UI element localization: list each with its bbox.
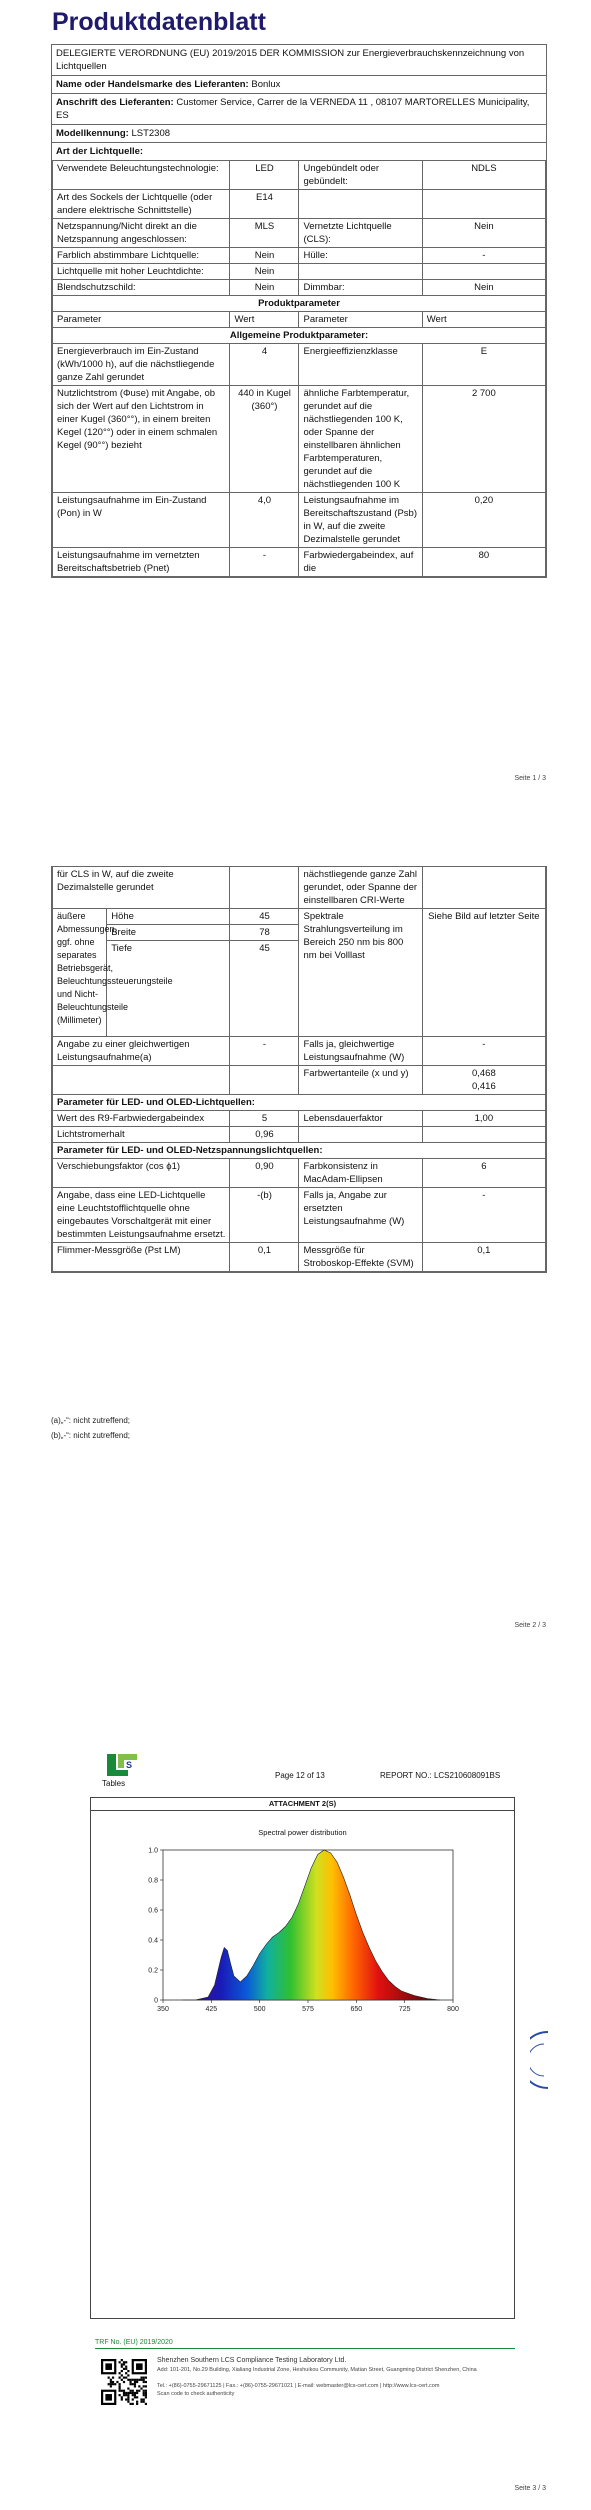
param-value: E [422, 344, 545, 386]
table-row [53, 386, 546, 493]
supplier-address-row [52, 93, 546, 124]
chromaticity-label: Farbwertanteile (x und y) [299, 1066, 422, 1095]
param-value [422, 264, 545, 280]
footnote-a: (a)„-“: nicht zutreffend; [51, 1416, 130, 1425]
model-row [52, 124, 546, 142]
param-label: Farbwiedergabeindex, auf die [299, 548, 422, 577]
table-row [53, 548, 546, 577]
lab-name: Shenzhen Southern LCS Compliance Testing Laboratory Ltd. [157, 2357, 347, 2364]
qr-code-icon [101, 2359, 147, 2405]
param-value: 0,20 [422, 493, 545, 548]
param-value: NDLS [422, 161, 545, 190]
page-title: Produktdatenblatt [52, 8, 266, 36]
lab-report-number: REPORT NO.: LCS210608091BS [380, 1771, 501, 1780]
param-label: Nutzlichtstrom (Φuse) mit Angabe, ob sich der Wert auf den Lichtstrom in einer Kugel (360°°), in einem breiten Kegel (120°°) oder in einem schmalen Kegel (90°°) bezieht [53, 386, 230, 493]
dim-value-width: 78 [230, 925, 299, 941]
survival-factor-value: 1,00 [422, 1111, 545, 1127]
param-value: 80 [422, 548, 545, 577]
regulation-text: DELEGIERTE VERORDNUNG (EU) 2019/2015 DER KOMMISSION zur Energieverbrauchskennzeichnung von Lichtquellen [56, 48, 525, 72]
col-header-param: Parameter [53, 312, 230, 328]
param-value: - [230, 548, 299, 577]
scan-note: Scan code to check authenticity [157, 2391, 235, 2397]
continued-label-1: für CLS in W, auf die zweite Dezimalstelle gerundet [53, 867, 230, 909]
light-source-type-heading [52, 142, 546, 160]
param-label: Vernetzte Lichtquelle (CLS): [299, 219, 422, 248]
y-tick-label: 0.4 [148, 1937, 158, 1945]
param-value: 4 [230, 344, 299, 386]
param-value [422, 190, 545, 219]
x-tick-label: 725 [398, 2006, 411, 2013]
spectral-label: Spektrale Strahlungsverteilung im Bereich 250 nm bis 800 nm bei Volllast [299, 909, 422, 1037]
param-label: Ungebündelt oder gebündelt: [299, 161, 422, 190]
param-label: Verwendete Beleuchtungstechnologie: [53, 161, 230, 190]
param-label [299, 190, 422, 219]
y-tick-label: 0 [154, 1997, 158, 2005]
continued-label-2: nächstliegende ganze Zahl gerundet, oder Spanne der einstellbaren CRI-Werte [299, 867, 422, 909]
lab-address: Add: 101-201, No.29 Building, Xialiang Industrial Zone, Heshuikou Community, Matian Street, Guangming District Shenzhen, China [157, 2367, 477, 2373]
lab-seal-stamp [530, 2030, 550, 2090]
table-row [53, 280, 546, 296]
product-params-table-continued [52, 866, 546, 1272]
footnote-b: (b)„-“: nicht zutreffend; [51, 1431, 130, 1440]
r9-value: 5 [230, 1111, 299, 1127]
equiv-power-w-label: Falls ja, gleichwertige Leistungsaufnahme (W) [299, 1037, 422, 1066]
survival-factor-label: Lebensdauerfaktor [299, 1111, 422, 1127]
lab-footer [95, 2339, 515, 2419]
datasheet-table-page-1 [51, 44, 547, 578]
trf-number: TRF No. (EU) 2019/2020 [95, 2339, 173, 2346]
equiv-power-label: Angabe zu einer gleichwertigen Leistungsaufnahme(a) [53, 1037, 230, 1066]
chromaticity-values [422, 1066, 545, 1095]
param-value: 2 700 [422, 386, 545, 493]
param-value: - [422, 248, 545, 264]
param-value: Nein [230, 248, 299, 264]
chromaticity-y: 0,416 [471, 1081, 496, 1092]
dimensions-label: äußere Abmessungen, ggf. ohne separates Betriebsgerät, Beleuchtungssteuerungsteile und Nicht-Beleuchtungsteile (Millimeter) [53, 909, 107, 1037]
model-value: LST2308 [131, 128, 171, 139]
x-tick-label: 350 [157, 2006, 169, 2013]
param-label: Farblich abstimmbare Lichtquelle: [53, 248, 230, 264]
x-tick-label: 500 [253, 2006, 266, 2013]
table-row [53, 161, 546, 190]
table-row [53, 248, 546, 264]
replaced-power-value: - [422, 1188, 545, 1243]
dim-name-depth: Tiefe [107, 941, 230, 1037]
y-tick-label: 0.8 [148, 1877, 158, 1885]
lab-report-header [100, 1751, 580, 1791]
dim-value-height: 45 [230, 909, 299, 925]
lab-footer-body [95, 2348, 515, 2419]
lab-contact: Tel.: +(86)-0755-29671125 | Fax.: +(86)-0755-29671021 | E-mail: webmaster@lcs-cert.com | http://www.lcs-cert.com [157, 2383, 440, 2389]
attachment-title: ATTACHMENT 2(S) [91, 1798, 514, 1811]
page-footer-2: Seite 2 / 3 [514, 1622, 546, 1629]
param-label: Leistungsaufnahme im Ein-Zustand (Pon) in W [53, 493, 230, 548]
replaced-power-label: Falls ja, Angabe zur ersetzten Leistungsaufnahme (W) [299, 1188, 422, 1243]
param-label: ähnliche Farbtemperatur, gerundet auf die nächstliegenden 100 K, oder Spanne der einstellbaren ähnlichen Farbtemperaturen, gerundet auf die nächstliegenden 100 K [299, 386, 422, 493]
col-header-value-2: Wert [422, 312, 545, 328]
spectral-chart [111, 1842, 491, 2032]
light-source-type-label: Art der Lichtquelle: [56, 146, 144, 157]
param-value: Nein [422, 219, 545, 248]
mains-params-header: Parameter für LED- und OLED-Netzspannungslichtquellen: [53, 1143, 546, 1159]
equiv-power-w-value: - [422, 1037, 545, 1066]
param-label: Netzspannung/Nicht direkt an die Netzspannung angeschlossen: [53, 219, 230, 248]
y-tick-label: 1.0 [148, 1847, 158, 1855]
general-params-header: Allgemeine Produktparameter: [53, 328, 546, 344]
x-tick-label: 575 [302, 2006, 314, 2013]
param-label [299, 264, 422, 280]
datasheet-page-2 [0, 790, 591, 1635]
supplier-name-row [52, 75, 546, 93]
param-label: Leistungsaufnahme im Bereitschaftszustand (Psb) in W, auf die zweite Dezimalstelle gerundet [299, 493, 422, 548]
datasheet-page-1 [0, 0, 591, 790]
param-label: Energieverbrauch im Ein-Zustand (kWh/1000 h), auf die nächstliegende ganze Zahl gerundet [53, 344, 230, 386]
dim-value-depth: 45 [230, 941, 299, 1037]
param-value: 4,0 [230, 493, 299, 548]
x-tick-label: 650 [350, 2006, 363, 2013]
supplier-address-label: Anschrift des Lieferanten: [56, 97, 174, 108]
param-label: Leistungsaufnahme im vernetzten Bereitschaftsbetrieb (Pnet) [53, 548, 230, 577]
svg-text:S: S [126, 1760, 133, 1770]
supplier-name-value: Bonlux [251, 79, 281, 90]
replacement-value: -(b) [230, 1188, 299, 1243]
param-value: Nein [422, 280, 545, 296]
macadam-value: 6 [422, 1159, 545, 1188]
chart-plot-area [148, 1848, 459, 2014]
chart-title: Spectral power distribution [258, 1828, 347, 1837]
attachment-box [90, 1797, 515, 2319]
y-tick-label: 0.6 [148, 1907, 158, 1915]
flicker-value: 0,1 [230, 1243, 299, 1272]
equiv-power-value: - [230, 1037, 299, 1066]
x-tick-label: 425 [205, 2006, 218, 2013]
chromaticity-x: 0,468 [471, 1068, 496, 1079]
supplier-address-value: Customer Service, Carrer de la VERNEDA 11 , 08107 MARTORELLES Municipality, ES [56, 97, 530, 121]
page-footer-1: Seite 1 / 3 [514, 775, 546, 782]
supplier-name-label: Name oder Handelsmarke des Lieferanten: [56, 79, 249, 90]
lumen-maintenance-label: Lichtstromerhalt [53, 1127, 230, 1143]
lumen-maintenance-value: 0,96 [230, 1127, 299, 1143]
param-label: Dimmbar: [299, 280, 422, 296]
displacement-factor-value: 0,90 [230, 1159, 299, 1188]
product-params-header: Produktparameter [53, 296, 546, 312]
param-label: Art des Sockels der Lichtquelle (oder andere elektrische Schnittstelle) [53, 190, 230, 219]
table-row [53, 190, 546, 219]
dim-name-height: Höhe [107, 909, 230, 925]
svm-value: 0,1 [422, 1243, 545, 1272]
param-label: Blendschutzschild: [53, 280, 230, 296]
displacement-factor-label: Verschiebungsfaktor (cos ϕ1) [53, 1159, 230, 1188]
param-value: MLS [230, 219, 299, 248]
table-row [53, 344, 546, 386]
param-label: Hülle: [299, 248, 422, 264]
page-cut-fade [51, 742, 547, 758]
svm-label: Messgröße für Stroboskop-Effekte (SVM) [299, 1243, 422, 1272]
replacement-label: Angabe, dass eine LED-Lichtquelle eine Leuchtstofflichtquelle ohne eingebautes Vorschaltgerät mit einer bestimmten Leistungsaufnahme ersetzt. [53, 1188, 230, 1243]
light-source-type-table [52, 160, 546, 577]
x-tick-label: 800 [447, 2006, 459, 2013]
table-row [53, 264, 546, 280]
param-value: 440 in Kugel (360°) [230, 386, 299, 493]
col-header-value: Wert [230, 312, 299, 328]
param-value: E14 [230, 190, 299, 219]
dim-name-width: Breite [107, 925, 230, 941]
param-value: LED [230, 161, 299, 190]
datasheet-table-page-2 [51, 866, 547, 1273]
param-label: Energieeffizienzklasse [299, 344, 422, 386]
spectral-value: Siehe Bild auf letzter Seite [422, 909, 545, 1037]
flicker-label: Flimmer-Messgröße (Pst LM) [53, 1243, 230, 1272]
table-row [53, 219, 546, 248]
datasheet-page-3 [0, 1635, 591, 2510]
macadam-label: Farbkonsistenz in MacAdam-Ellipsen [299, 1159, 422, 1188]
tables-label: Tables [102, 1779, 126, 1788]
led-params-header: Parameter für LED- und OLED-Lichtquellen: [53, 1095, 546, 1111]
param-value: Nein [230, 280, 299, 296]
model-label: Modellkennung: [56, 128, 129, 139]
col-header-param-2: Parameter [299, 312, 422, 328]
param-label: Lichtquelle mit hoher Leuchtdichte: [53, 264, 230, 280]
r9-label: Wert des R9-Farbwiedergabeindex [53, 1111, 230, 1127]
lab-page-number: Page 12 of 13 [275, 1771, 325, 1780]
lcs-logo-icon [104, 1751, 140, 1779]
table-row [53, 493, 546, 548]
y-tick-label: 0.2 [148, 1967, 158, 1975]
page-footer-3: Seite 3 / 3 [514, 2485, 546, 2492]
param-value: Nein [230, 264, 299, 280]
